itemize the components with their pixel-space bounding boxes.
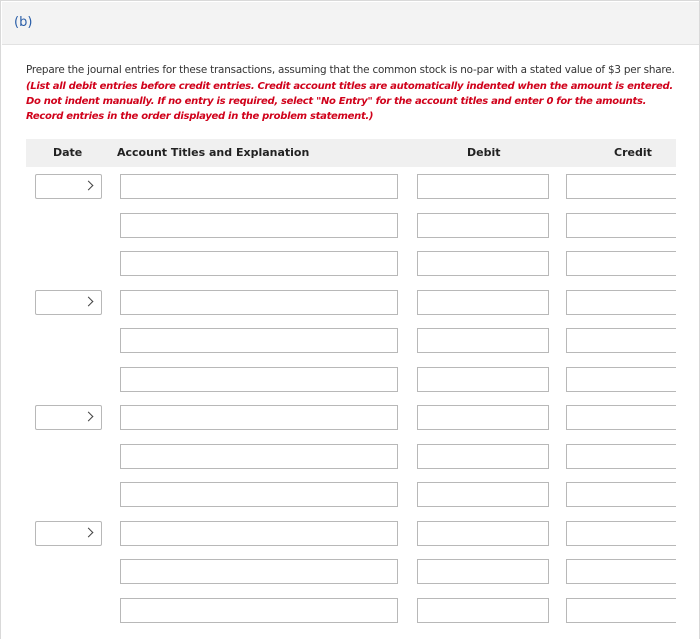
credit-input[interactable]	[566, 367, 676, 392]
debit-input[interactable]	[417, 521, 549, 546]
account-title-input[interactable]	[120, 482, 398, 507]
debit-input[interactable]	[417, 598, 549, 623]
prompt-instructions: (List all debit entries before credit entries. Credit account titles are automatically indented when the amount is entered. Do not indent manually. If no entry is required, select "No Entry" for the account titles and enter 0 for the amounts. Record entries in the order displayed in the problem statement.)	[26, 81, 673, 122]
date-select[interactable]	[35, 290, 102, 315]
credit-input[interactable]	[566, 559, 676, 584]
prompt-text: Prepare the journal entries for these transactions, assuming that the common stock is no-par with a stated value of $3 per share.	[26, 64, 675, 76]
account-title-input[interactable]	[120, 328, 398, 353]
account-title-input[interactable]	[120, 598, 398, 623]
debit-input[interactable]	[417, 290, 549, 315]
date-select[interactable]	[35, 405, 102, 430]
header-credit: Credit	[614, 146, 652, 159]
debit-input[interactable]	[417, 174, 549, 199]
credit-input[interactable]	[566, 328, 676, 353]
debit-input[interactable]	[417, 444, 549, 469]
header-debit: Debit	[467, 146, 501, 159]
credit-input[interactable]	[566, 213, 676, 238]
credit-input[interactable]	[566, 405, 676, 430]
account-title-input[interactable]	[120, 213, 398, 238]
debit-input[interactable]	[417, 367, 549, 392]
debit-input[interactable]	[417, 251, 549, 276]
chevron-down-icon	[84, 527, 94, 537]
credit-input[interactable]	[566, 251, 676, 276]
part-header	[2, 2, 699, 45]
account-title-input[interactable]	[120, 559, 398, 584]
account-title-input[interactable]	[120, 290, 398, 315]
date-select[interactable]	[35, 521, 102, 546]
debit-input[interactable]	[417, 213, 549, 238]
date-select[interactable]	[35, 174, 102, 199]
header-date: Date	[53, 146, 83, 159]
credit-input[interactable]	[566, 598, 676, 623]
chevron-down-icon	[84, 412, 94, 422]
chevron-down-icon	[84, 181, 94, 191]
debit-input[interactable]	[417, 328, 549, 353]
journal-table-header	[26, 139, 676, 167]
account-title-input[interactable]	[120, 521, 398, 546]
credit-input[interactable]	[566, 174, 676, 199]
account-title-input[interactable]	[120, 174, 398, 199]
credit-input[interactable]	[566, 521, 676, 546]
chevron-down-icon	[84, 296, 94, 306]
debit-input[interactable]	[417, 405, 549, 430]
debit-input[interactable]	[417, 482, 549, 507]
part-label: (b)	[14, 15, 33, 30]
account-title-input[interactable]	[120, 444, 398, 469]
header-account-titles: Account Titles and Explanation	[117, 146, 310, 159]
debit-input[interactable]	[417, 559, 549, 584]
credit-input[interactable]	[566, 444, 676, 469]
credit-input[interactable]	[566, 482, 676, 507]
credit-input[interactable]	[566, 290, 676, 315]
account-title-input[interactable]	[120, 251, 398, 276]
account-title-input[interactable]	[120, 405, 398, 430]
question-prompt	[26, 63, 676, 124]
account-title-input[interactable]	[120, 367, 398, 392]
